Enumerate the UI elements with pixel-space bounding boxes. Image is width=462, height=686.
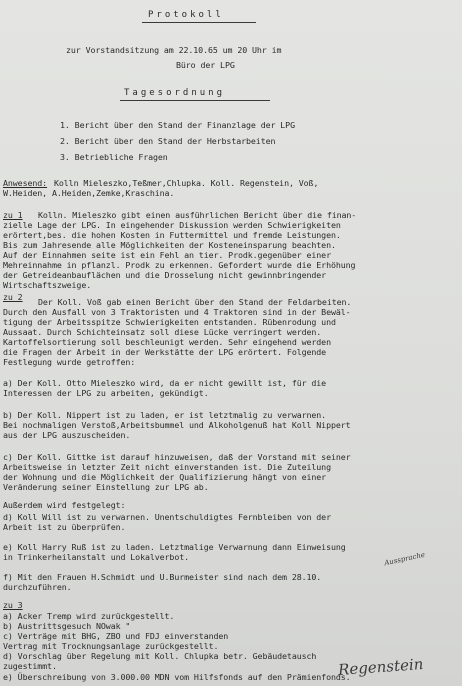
title-underline [142,22,256,23]
agenda-underline [120,100,270,101]
agenda-item-3: 3. Betriebliche Fragen [60,152,168,162]
document-title: Protokoll [148,10,224,20]
section-1-line: Kolln. Mieleszko gibt einen ausführlichen Bericht über die finan- [38,210,357,220]
additional-decisions-heading: Außerdem wird festgelegt: [3,500,126,510]
agenda-item-2: 2. Bericht über den Stand der Herbstarbeiten [60,136,276,146]
item-c-line: der Wohnung und die Möglichkeit der Qualifizierung hängt von einer [3,472,327,482]
section-1-line: der Getreideanbauflächen und die Drosselung nicht gewinnbringender [3,270,327,280]
section-2-line: Kartoffelsortierung soll beschleunigt werden. Sehr eingehend werden [3,337,331,347]
section-3-line: zugestimmt. [3,661,57,671]
section-3-line: d) Vorschlag über Regelung mit Koll. Chlupka betr. Gebäudetausch [3,651,317,661]
section-1-label: zu 1 [3,210,23,220]
item-a-line: Interessen der LPG zu arbeiten, gekündigt. [3,388,209,398]
section-2-line: Aussaat. Durch Schichteinsatz soll diese Lücke verringert werden. [3,327,322,337]
section-2-line: tigung der Arbeitsspitze Schwierigkeiten entstanden. Rübenrodung und [3,317,336,327]
meeting-info-line1: zur Vorstandsitzung am 22.10.65 um 20 Uhr im [66,45,282,55]
item-b-line: b) Der Koll. Nippert ist zu laden, er ist letztmalig zu verwarnen. [3,410,327,420]
section-2-label: zu 2 [3,292,23,302]
section-3-line: a) Acker Tremp wird zurückgestellt. [3,611,175,621]
item-b-line: Bei nochmaligen Verstoß,Arbeitsbummel und Alkoholgenuß hat Koll Nippert [3,420,351,430]
item-b-line: aus der LPG auszuscheiden. [3,430,131,440]
signature: Regenstein [337,655,424,679]
section-3-line: Vertrag mit Trocknungsanlage zurückgestellt. [3,641,219,651]
section-3-line: c) Verträge mit BHG, ZBO und FDJ einverstanden [3,631,229,641]
section-1-line: Mehreinnahme in pflanzl. Prodk zu erkennen. Gefordert wurde die Erhöhung [3,260,356,270]
section-3-line: e) Überschreibung von 3.000.00 MDN vom Hilfsfonds auf den Prämienfonds. [3,672,351,682]
item-c-line: c) Der Koll. Gittke ist darauf hinzuweisen, daß der Vorstand mit seiner [3,452,351,462]
item-c-line: Veränderung seiner Einstellung zur LPG ab. [3,482,209,492]
section-1-line: erörtert,bes. die hohen Kosten in Futtermittel und fremde Leistungen. [3,230,341,240]
section-2-line: Der Koll. Voß gab einen Bericht über den Stand der Feldarbeiten. [38,297,352,307]
section-3-label: zu 3 [3,600,23,610]
agenda-item-1: 1. Bericht über den Stand der Finanzlage der LPG [60,120,295,130]
item-e-line: in Trinkerheilanstalt und Lokalverbot. [3,552,190,562]
item-d-line: Arbeit ist zu überprüfen. [3,522,126,532]
agenda-title: Tagesordnung [124,88,226,98]
item-d-line: d) Koll Will ist zu verwarnen. Unentschuldigtes Fernbleiben von der [3,512,331,522]
handwritten-note: Aussprache [383,550,426,568]
section-2-line: Durch den Ausfall von 3 Traktoristen und 4 Traktoren sind in der Bewäl- [3,307,351,317]
item-c-line: Arbeitsweise in letzter Zeit nicht einverstanden ist. Die Zuteilung [3,462,331,472]
attendance-line-1: Kolln Mieleszko,Teßmer,Chlupka. Koll. Regenstein, Voß, [54,178,319,188]
section-1-line: Auf der Einnahmen seite ist ein Fehl an tier. Prodk.gegenüber einer [3,250,331,260]
section-1-line: Bis zum Jahresende alle Möglichkeiten der Kosteneinsparung beachten. [3,240,336,250]
meeting-info-line2: Büro der LPG [176,60,235,70]
attendance-line-2: W.Heiden, A.Heiden,Zemke,Kraschina. [3,188,175,198]
section-2-line: die Fragen der Arbeit in der Werkstätte der LPG erörtert. Folgende [3,347,327,357]
item-e-line: e) Koll Harry Ruß ist zu laden. Letztmalige Verwarnung dann Einweisung [3,542,346,552]
item-f-line: f) Mit den Frauen H.Schmidt und U.Burmeister sind nach dem 28.10. [3,572,322,582]
section-1-line: Wirtschaftszweige. [3,280,92,290]
item-a-line: a) Der Koll. Otto Mieleszko wird, da er nicht gewillt ist, für die [3,378,327,388]
attendance-label: Anwesend: [3,178,48,188]
section-1-line: zielle Lage der LPG. In eingehender Diskussion werden Schwierigkeiten [3,220,341,230]
item-f-line: durchzuführen. [3,582,72,592]
section-2-line: Festlegung wurde getroffen: [3,357,136,367]
section-3-line: b) Austrittsgesuch NOwak " [3,621,131,631]
